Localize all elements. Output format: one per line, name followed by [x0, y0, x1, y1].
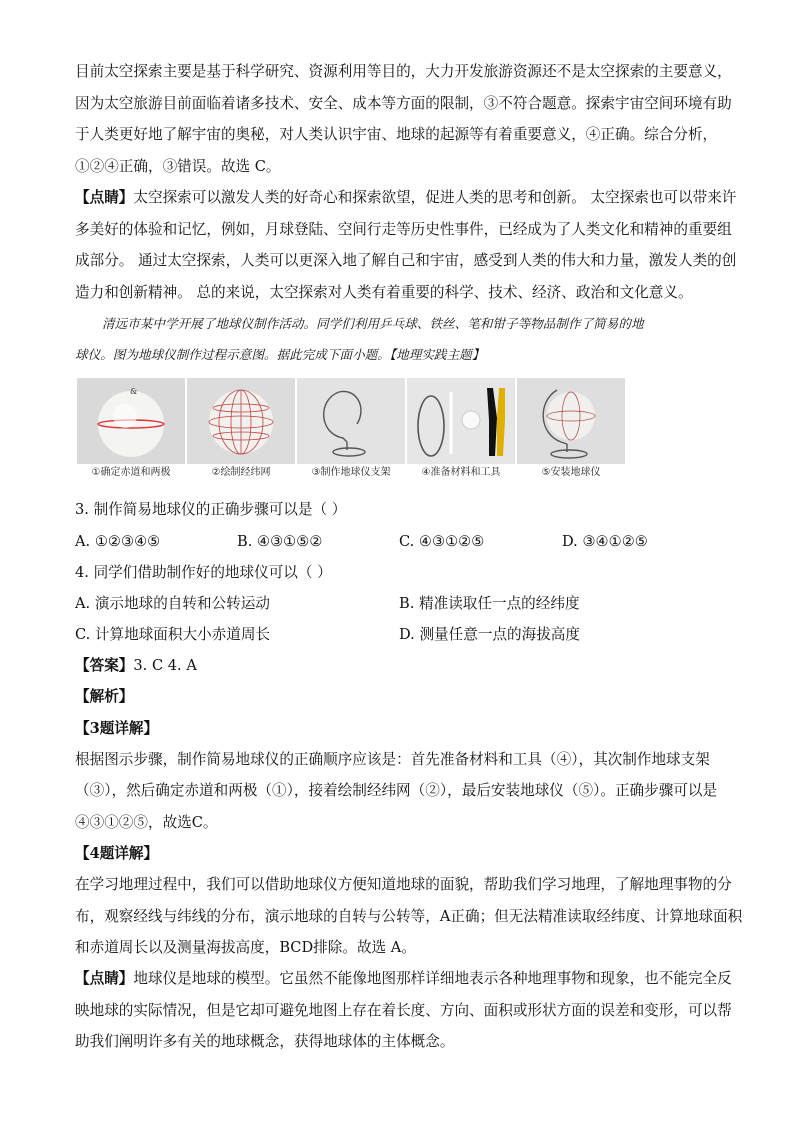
tip-line [75, 188, 736, 208]
q4-option-b: B. 精准读取任一点的经纬度 [399, 595, 580, 612]
q3-option-b: B. ④③①⑤② [237, 533, 323, 550]
q4-option-d: D. 测量任意一点的海拔高度 [399, 626, 580, 643]
tip-line: 助我们阐明许多有关的地球概念，获得地球体的主体概念。 [75, 1033, 455, 1050]
photo-materials-tools [407, 378, 515, 464]
caption: ①确定赤道和两极 [91, 467, 171, 478]
tip-label: 【点睛】 [75, 970, 134, 987]
caption: ④准备材料和工具 [421, 467, 501, 478]
answer-line [75, 656, 197, 676]
detail-4-label: 【4题详解】 [75, 845, 159, 862]
photo-equator-poles [77, 378, 185, 464]
intro-line: 清远市某中学开展了地球仪制作活动。同学们利用乒乓球、铁丝、笔和钳子等物品制作了简易的地 [102, 316, 644, 331]
detail-3-line: ④③①②⑤，故选C。 [75, 814, 218, 831]
detail-4-line: 布，观察经线与纬线的分布，演示地球的自转与公转等，A正确；但无法精准读取经纬度、计算地球面积 [75, 908, 743, 925]
tip-label: 【点睛】 [75, 189, 134, 206]
q3-option-d: D. ③④①②⑤ [562, 533, 648, 550]
q3-option-a: A. ①②③④⑤ [75, 533, 161, 550]
detail-4-line: 和赤道周长以及测量海拔高度，BCD排除。故选 A。 [75, 939, 416, 956]
question-3-stem: 3. 制作简易地球仪的正确步骤可以是（ ） [75, 501, 347, 518]
tip-line: 造力和创新精神。 总的来说，太空探索对人类有着重要的科学、技术、经济、政治和文化意义。 [75, 284, 693, 301]
tip-line: 映地球的实际情况，但是它却可避免地图上存在着长度、方向、面积或形状方面的误差和变形，可以帮 [75, 1002, 732, 1019]
question-4-stem: 4. 同学们借助制作好的地球仪可以（ ） [75, 564, 332, 581]
answer-text: 3. C 4. A [133, 657, 197, 674]
tip-line: 多美好的体验和记忆，例如，月球登陆、空间行走等历史性事件，已经成为了人类文化和精神的重要组 [75, 221, 732, 238]
tip-text: 地球仪是地球的模型。它虽然不能像地图那样详细地表示各种地理事物和现象，也不能完全反 [133, 970, 732, 987]
photo-assembled-globe [517, 378, 625, 464]
caption: ③制作地球仪支架 [311, 467, 391, 478]
detail-3-line: 根据图示步骤，制作简易地球仪的正确顺序应该是：首先准备材料和工具（④），其次制作地球支架 [75, 751, 710, 768]
analysis-label: 【解析】 [75, 688, 134, 705]
svg-text:&: & [130, 387, 138, 396]
detail-3-label: 【3题详解】 [75, 720, 159, 737]
detail-3-line: （③），然后确定赤道和两极（①），接着绘制经纬网（②），最后安装地球仪（⑤）。正确步骤可以是 [75, 782, 718, 799]
intro-line: 球仪。图为地球仪制作过程示意图。据此完成下面小题。【地理实践主题】 [75, 347, 485, 362]
tip-line [75, 969, 732, 989]
tip-text: 太空探索可以激发人类的好奇心和探索欲望，促进人类的思考和创新。 太空探索也可以带来许 [133, 189, 737, 206]
q4-option-a: A. 演示地球的自转和公转运动 [75, 595, 270, 612]
tip-line: 成部分。 通过太空探索，人类可以更深入地了解自己和宇宙，感受到人类的伟大和力量，激发人类的创 [75, 252, 737, 269]
detail-4-line: 在学习地理过程中，我们可以借助地球仪方便知道地球的面貌，帮助我们学习地理，了解地理事物的分 [75, 876, 732, 893]
answer-label: 【答案】 [75, 657, 134, 674]
caption: ⑤安装地球仪 [541, 467, 601, 478]
text-line: 因为太空旅游目前面临着诸多技术、安全、成本等方面的限制，③不符合题意。探索宇宙空间环境有助 [75, 95, 732, 112]
q3-option-c: C. ④③①②⑤ [399, 533, 485, 550]
text-line: ①②④正确，③错误。故选 C。 [75, 158, 281, 175]
photo-stand [297, 378, 405, 464]
text-line: 目前太空探索主要是基于科学研究、资源利用等目的，大力开发旅游资源还不是太空探索的主要意义， [75, 63, 732, 80]
caption: ②绘制经纬网 [211, 467, 271, 478]
text-line: 于人类更好地了解宇宙的奥秘，对人类认识宇宙、地球的起源等有着重要意义，④正确。综合分析， [75, 126, 718, 143]
q4-option-c: C. 计算地球面积大小赤道周长 [75, 626, 271, 643]
photo-graticule [187, 378, 295, 464]
